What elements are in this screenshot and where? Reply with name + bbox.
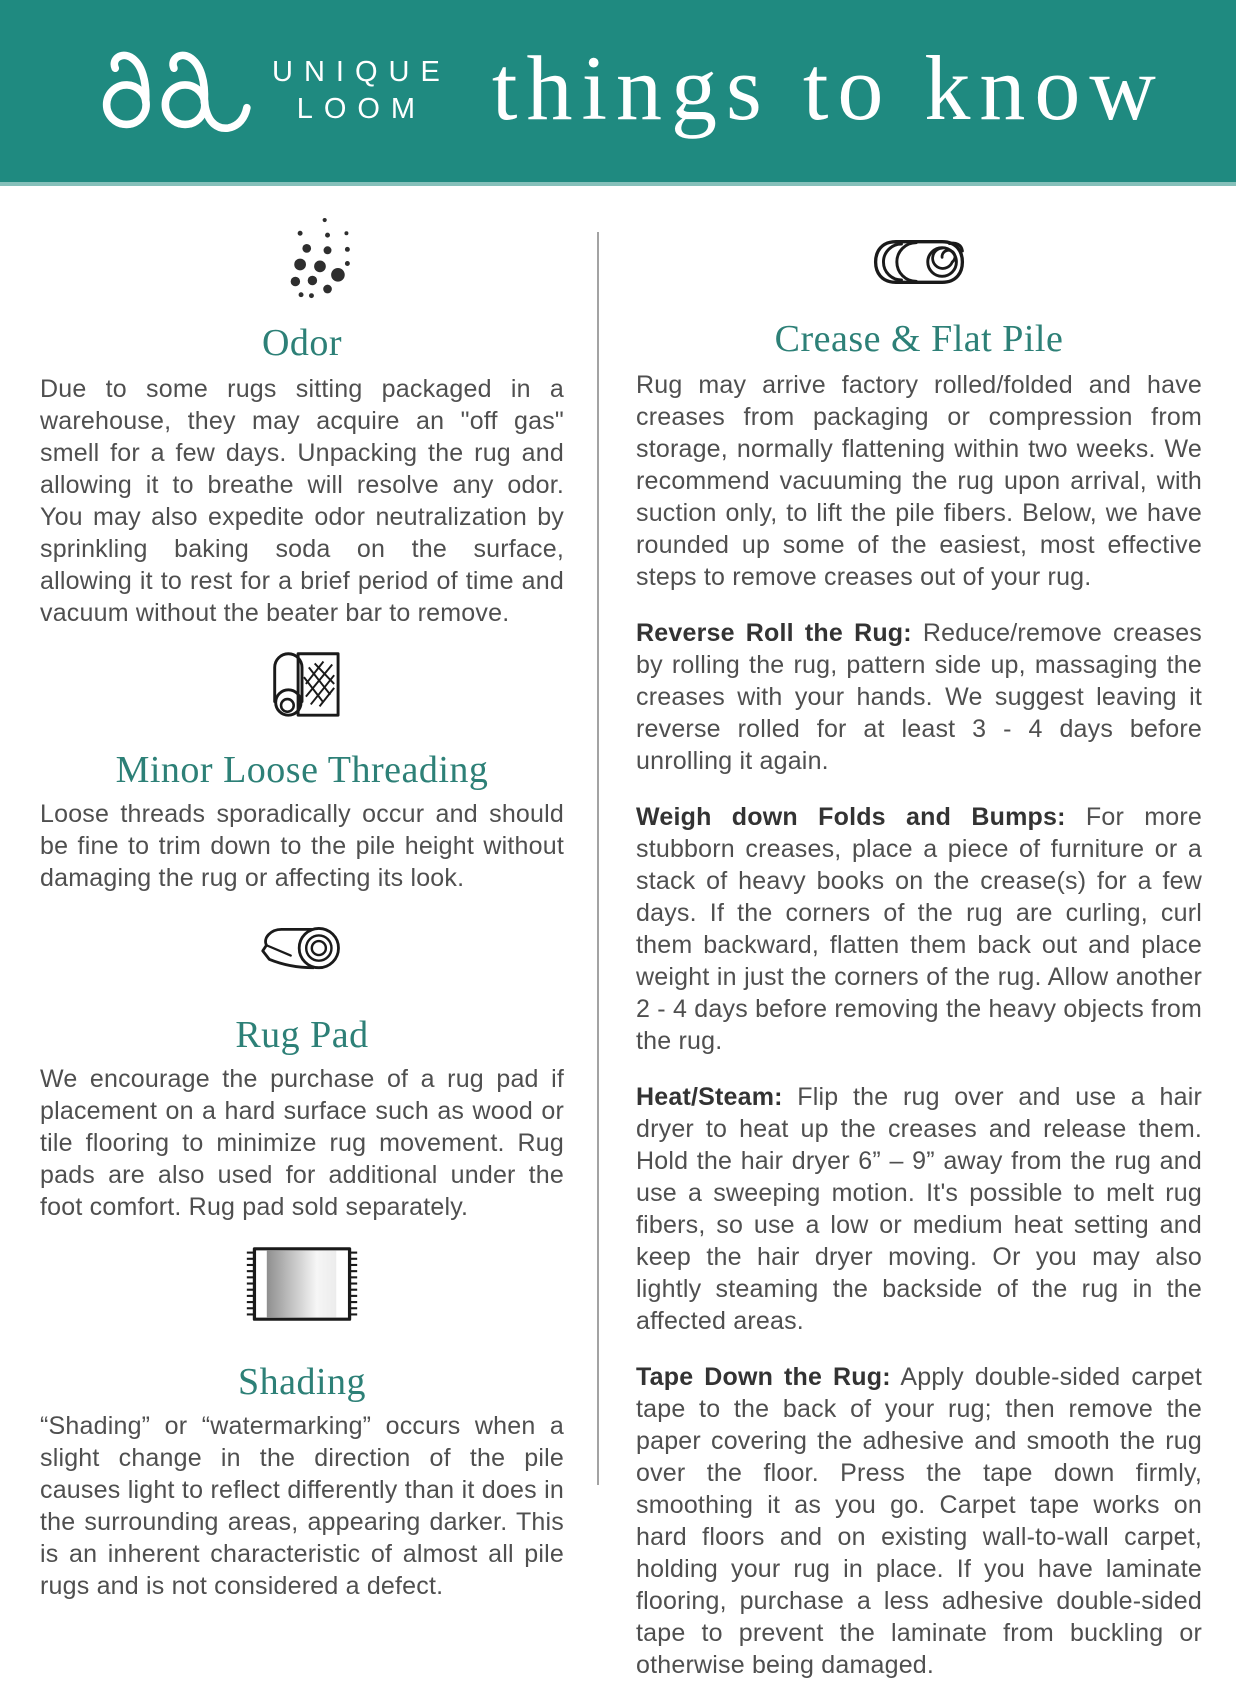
brand-name-line1: UNIQUE xyxy=(272,56,451,88)
tip-weigh-down xyxy=(636,801,1202,1057)
tip-tape-down-label: Tape Down the Rug: xyxy=(636,1363,891,1391)
rolled-rug-spiral-icon xyxy=(636,238,1202,291)
column-divider xyxy=(597,232,599,1485)
page-title: things to know xyxy=(491,37,1165,139)
tip-heat-steam xyxy=(636,1081,1202,1337)
tip-heat-steam-label: Heat/Steam: xyxy=(636,1083,783,1111)
section-heading-shading: Shading xyxy=(237,1361,367,1403)
section-heading-rugpad: Rug Pad xyxy=(235,1014,369,1056)
tip-reverse-roll-text: Reduce/remove creases by rolling the rug, pattern side up, massaging the creases with your hands. We suggest leaving it reverse rolled for at least 3 - 4 days before unrolling it again. xyxy=(636,619,1202,775)
rolled-rug-crosshatch-icon xyxy=(40,641,564,728)
tip-tape-down-text: Apply double-sided carpet tape to the back of your rug; then remove the paper covering the adhesive and smooth the rug over the floor. Press the tape down firmly, smoothing it as you go. Carpet tape works on hard floors and on existing wall-to-wall carpet, holding your rug in place. If you have laminate flooring, purchase a less adhesive double-sided tape to prevent the laminate from buckling or otherwise being damaged. xyxy=(636,1363,1202,1679)
brand-name-line2: LOOM xyxy=(296,93,427,125)
brand-name xyxy=(272,54,451,128)
fringed-rug-icon xyxy=(40,1245,564,1328)
content xyxy=(0,186,1236,1681)
tip-heat-steam-text: Flip the rug over and use a hair dryer to heat up the creases and release them. Hold the hair dryer 6” – 9” away from the rug and use a sweeping motion. It's possible to melt rug fibers, so use a low or medium heat setting and keep the hair dryer moving. Or you may also lightly steaming the backside of the rug in the affected areas. xyxy=(636,1083,1202,1335)
tip-weigh-down-text: For more stubborn creases, place a piece of furniture or a stack of heavy books on the crease(s) for a few days. If the corners of the rug are curling, curl them backward, flatten them back out and place weight in just the corners of the rug. Allow another 2 - 4 days before removing the heavy objects from the rug. xyxy=(636,803,1202,1055)
odor-dots-icon xyxy=(40,208,564,307)
rug-pad-roll-icon xyxy=(40,920,564,983)
section-text-rugpad: We encourage the purchase of a rug pad if placement on a hard surface such as wood or tile flooring to minimize rug movement. Rug pads are also used for additional under the foot comfort. Rug pad sold separately. xyxy=(40,1065,564,1221)
tip-reverse-roll xyxy=(636,617,1202,777)
brand xyxy=(96,47,451,135)
section-text-shading: “Shading” or “watermarking” occurs when a slight change in the direction of the pile causes light to reflect differently than it does in the surrounding areas, appearing darker. This is an inherent characteristic of almost all pile rugs and is not considered a defect. xyxy=(40,1412,564,1600)
section-heading-threading: Minor Loose Threading xyxy=(115,749,489,791)
section-text-odor: Due to some rugs sitting packaged in a warehouse, they may acquire an "off gas" smell for a few days. Unpacking the rug and allowing it to breathe will resolve any odor. You may also expedite odor neutralization by sprinkling baking soda on the surface, allowing it to rest for a brief period of time and vacuum without the beater bar to remove. xyxy=(40,375,564,627)
section-text-crease-intro: Rug may arrive factory rolled/folded and have creases from packaging or compression from storage, normally flattening within two weeks. We recommend vacuuming the rug upon arrival, with suction only, to lift the pile fibers. Below, we have rounded up some of the easiest, most effective steps to remove creases out of your rug. xyxy=(636,371,1202,591)
section-text-threading: Loose threads sporadically occur and should be fine to trim down to the pile height without damaging the rug or affecting its look. xyxy=(40,800,564,892)
section-heading-crease: Crease & Flat Pile xyxy=(774,318,1064,360)
tip-reverse-roll-label: Reverse Roll the Rug: xyxy=(636,619,912,647)
left-column xyxy=(40,186,564,1602)
section-heading-odor: Odor xyxy=(261,322,343,364)
tip-tape-down xyxy=(636,1361,1202,1681)
unique-loom-logo xyxy=(96,47,258,135)
tip-weigh-down-label: Weigh down Folds and Bumps: xyxy=(636,803,1066,831)
header-banner xyxy=(0,0,1236,186)
right-column xyxy=(636,186,1202,1681)
